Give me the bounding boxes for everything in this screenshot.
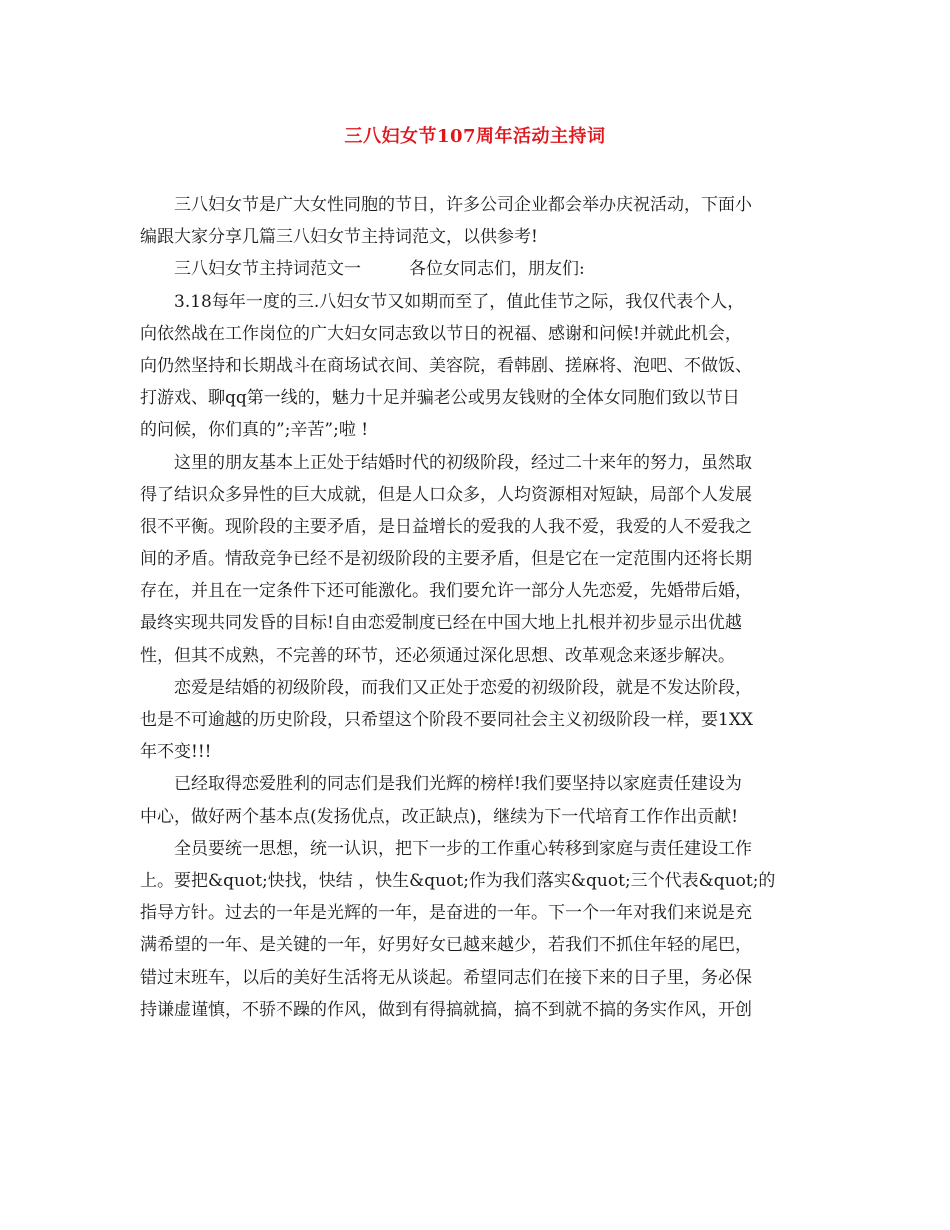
text-line: 年不变!!! <box>140 742 212 763</box>
salutation: 各位女同志们，朋友们: <box>409 259 585 280</box>
text-line: 也是不可逾越的历史阶段，只希望这个阶段不要同社会主义初级阶段一样，要1XX <box>140 710 754 730</box>
text-line <box>140 253 812 285</box>
text-line: 全员要统一思想，统一认识，把下一步的工作重心转移到家庭与责任建设工作 <box>174 838 752 859</box>
text-line: 最终实现共同发昏的目标!自由恋爱制度已经在中国大地上扎根并初步显示出优越 <box>140 613 742 634</box>
text-line: 上。要把&quot;快找，快结 ，快生&quot;作为我们落实&quot;三个代表&quot;的 <box>140 870 776 891</box>
section-heading: 三八妇女节主持词范文一 <box>174 259 361 280</box>
text-line: 得了结识众多异性的巨大成就，但是人口众多，人均资源相对短缺，局部个人发展 <box>140 484 752 505</box>
text-line: 三八妇女节是广大女性同胞的节日，许多公司企业都会举办庆祝活动，下面小 <box>174 195 752 215</box>
text-line: 向仍然坚持和长期战斗在商场试衣间、美容院，看韩剧、搓麻将、泡吧、不做饭、 <box>140 355 752 376</box>
text-line: 这里的朋友基本上正处于结婚时代的初级阶段，经过二十来年的努力，虽然取 <box>174 452 752 473</box>
text-line: 3.18每年一度的三.八妇女节又如期而至了，值此佳节之际，我仅代表个人， <box>174 291 745 312</box>
text-line: 间的矛盾。情敌竞争已经不是初级阶段的主要矛盾，但是它在一定范围内还将长期 <box>140 549 752 570</box>
text-line: 持谦虚谨慎，不骄不躁的作风，做到有得搞就搞，搞不到就不搞的务实作风，开创 <box>140 999 752 1020</box>
text-line: 编跟大家分享几篇三八妇女节主持词范文，以供参考! <box>140 227 538 248</box>
text-line: 满希望的一年、是关键的一年，好男好女已越来越少，若我们不抓住年轻的尾巴， <box>140 935 752 956</box>
text-line: 存在，并且在一定条件下还可能激化。我们要允许一部分人先恋爱，先婚带后婚， <box>140 581 752 602</box>
text-line: 中心，做好两个基本点(发扬优点，改正缺点)，继续为下一代培育工作作出贡献! <box>140 806 739 827</box>
text-line: 恋爱是结婚的初级阶段，而我们又正处于恋爱的初级阶段，就是不发达阶段， <box>174 677 752 698</box>
text-line: 已经取得恋爱胜利的同志们是我们光辉的榜样!我们要坚持以家庭责任建设为 <box>174 774 742 795</box>
document-body <box>140 189 812 1026</box>
document-title: 三八妇女节107周年活动主持词 <box>344 126 606 147</box>
text-line: 的问候，你们真的”;辛苦”;啦 ! <box>140 420 369 441</box>
text-line: 指导方针。过去的一年是光辉的一年，是奋进的一年。下一个一年对我们来说是充 <box>140 903 752 924</box>
text-line: 打游戏、聊qq第一线的，魅力十足并骗老公或男友钱财的全体女同胞们致以节日 <box>140 388 740 409</box>
text-line: 向依然战在工作岗位的广大妇女同志致以节日的祝福、感谢和问候!并就此机会， <box>140 323 742 344</box>
text-line: 很不平衡。现阶段的主要矛盾，是日益增长的爱我的人我不爱，我爱的人不爱我之 <box>140 516 752 537</box>
text-line: 性，但其不成熟，不完善的环节，还必须通过深化思想、改革观念来逐步解决。 <box>140 645 735 666</box>
text-line: 错过末班车，以后的美好生活将无从谈起。希望同志们在接下来的日子里，务必保 <box>140 967 752 988</box>
